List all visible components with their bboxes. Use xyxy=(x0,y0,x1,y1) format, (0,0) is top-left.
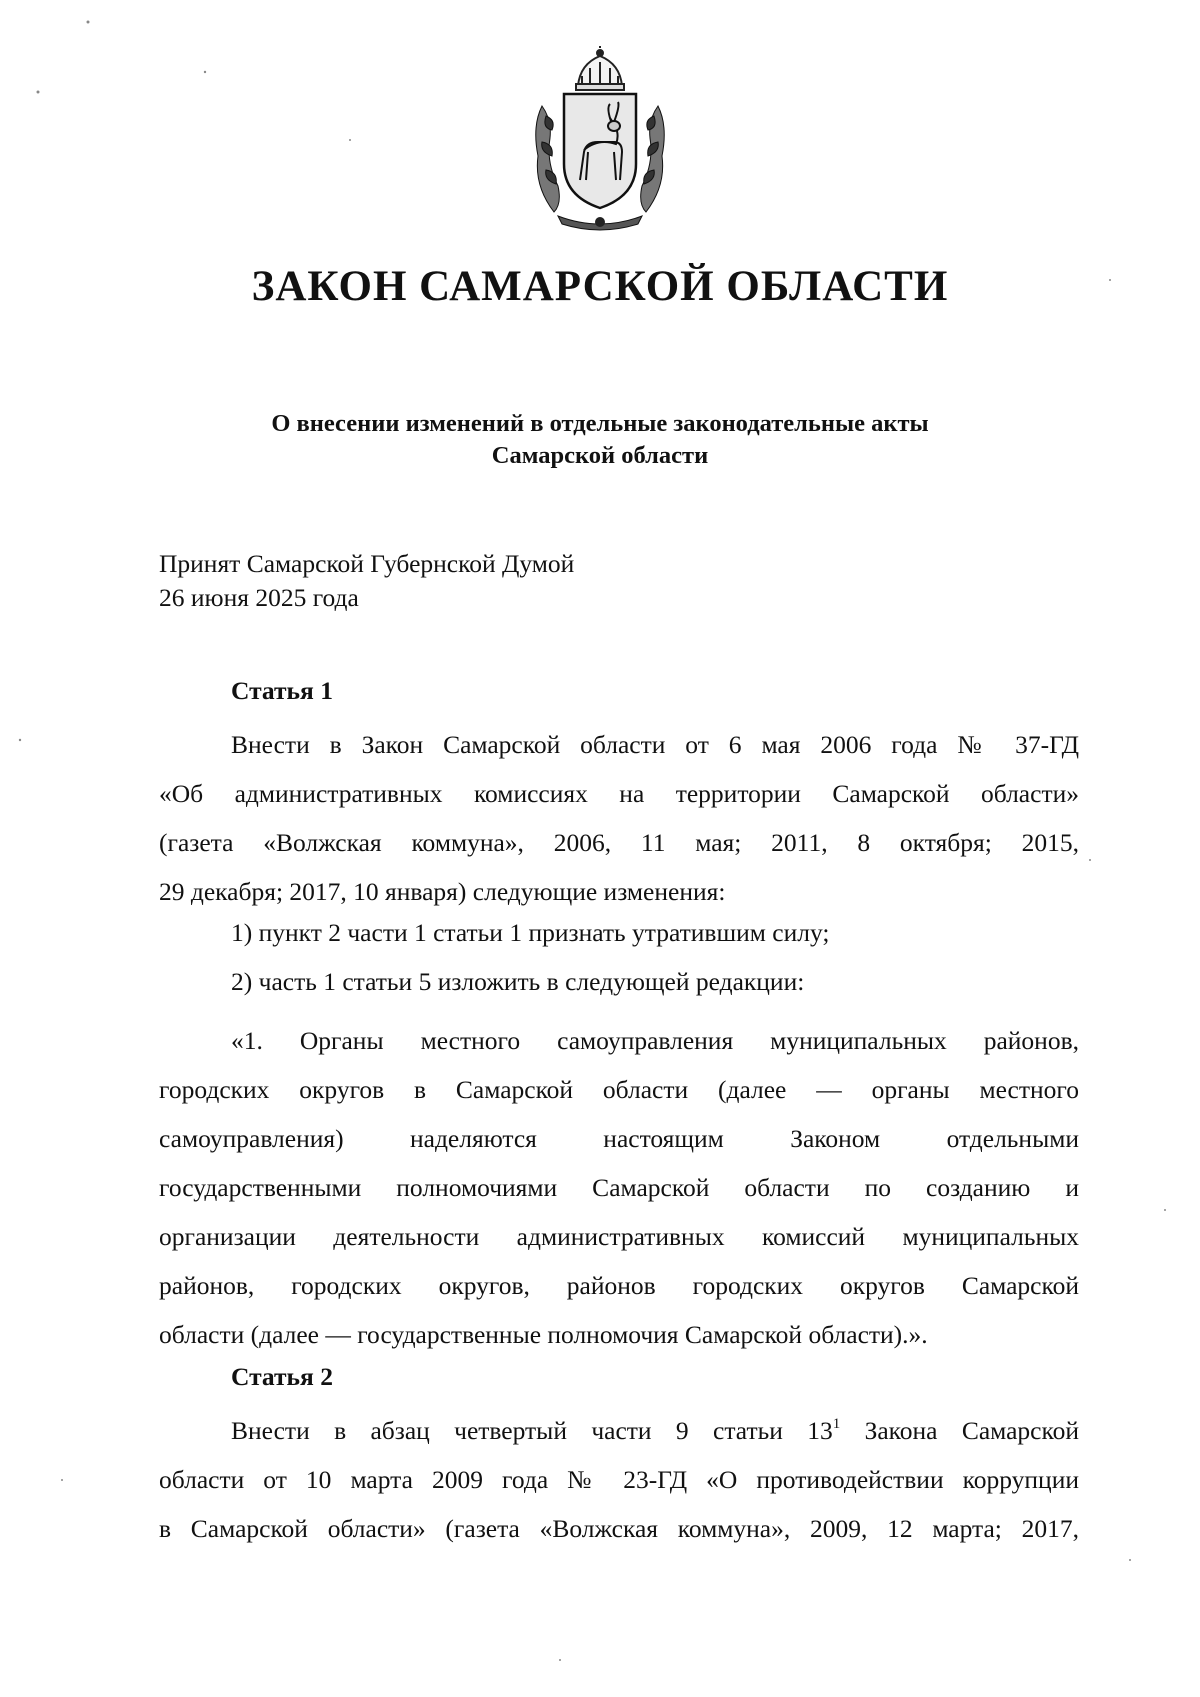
subtitle-line: О внесении изменений в отдельные законодательные акты xyxy=(271,410,929,437)
subtitle-line: Самарской области xyxy=(491,442,709,469)
law-title: ЗАКОН САМАРСКОЙ ОБЛАСТИ xyxy=(251,263,949,310)
article-1-item-1: 1) пункт 2 части 1 статьи 1 признать утратившим силу; xyxy=(231,918,830,947)
paragraph-line: государственными полномочиями Самарской области по созданию и xyxy=(159,1173,1079,1202)
paragraph-line: «1. Органы местного самоуправления муниципальных районов, xyxy=(231,1026,1079,1055)
paragraph-line: городских округов в Самарской области (далее — органы местного xyxy=(159,1075,1079,1104)
paragraph-line: районов, городских округов, районов городских округов Самарской xyxy=(159,1271,1079,1300)
paragraph-line: 29 декабря; 2017, 10 января) следующие изменения: xyxy=(159,877,726,906)
adopted-by: Принят Самарской Губернской Думой xyxy=(159,549,575,578)
article-1-item-2: 2) часть 1 статьи 5 изложить в следующей редакции: xyxy=(231,967,805,996)
paragraph-line: Внести в Закон Самарской области от 6 мая 2006 года № 37-ГД xyxy=(231,730,1079,759)
paragraph-line: (газета «Волжская коммуна», 2006, 11 мая; 2011, 8 октября; 2015, xyxy=(159,828,1079,857)
paragraph-line: организации деятельности административных комиссий муниципальных xyxy=(159,1222,1079,1251)
paragraph-line: в Самарской области» (газета «Волжская коммуна», 2009, 12 марта; 2017, xyxy=(159,1514,1079,1543)
paragraph-line: области от 10 марта 2009 года № 23-ГД «О противодействии коррупции xyxy=(159,1465,1079,1494)
article-2-heading: Статья 2 xyxy=(231,1362,333,1391)
paragraph-line: «Об административных комиссиях на территории Самарской области» xyxy=(159,779,1079,808)
paragraph-line: области (далее — государственные полномочия Самарской области).». xyxy=(159,1320,928,1349)
article-1-heading: Статья 1 xyxy=(231,676,333,705)
superscript-index: 1 xyxy=(832,1416,841,1432)
text-fragment: Внести в абзац четвертый части 9 статьи 13 xyxy=(231,1416,833,1445)
adopted-date: 26 июня 2025 года xyxy=(159,583,359,612)
text-fragment: Закона Самарской xyxy=(840,1416,1079,1445)
paragraph-line: самоуправления) наделяются настоящим Законом отдельными xyxy=(159,1124,1079,1153)
